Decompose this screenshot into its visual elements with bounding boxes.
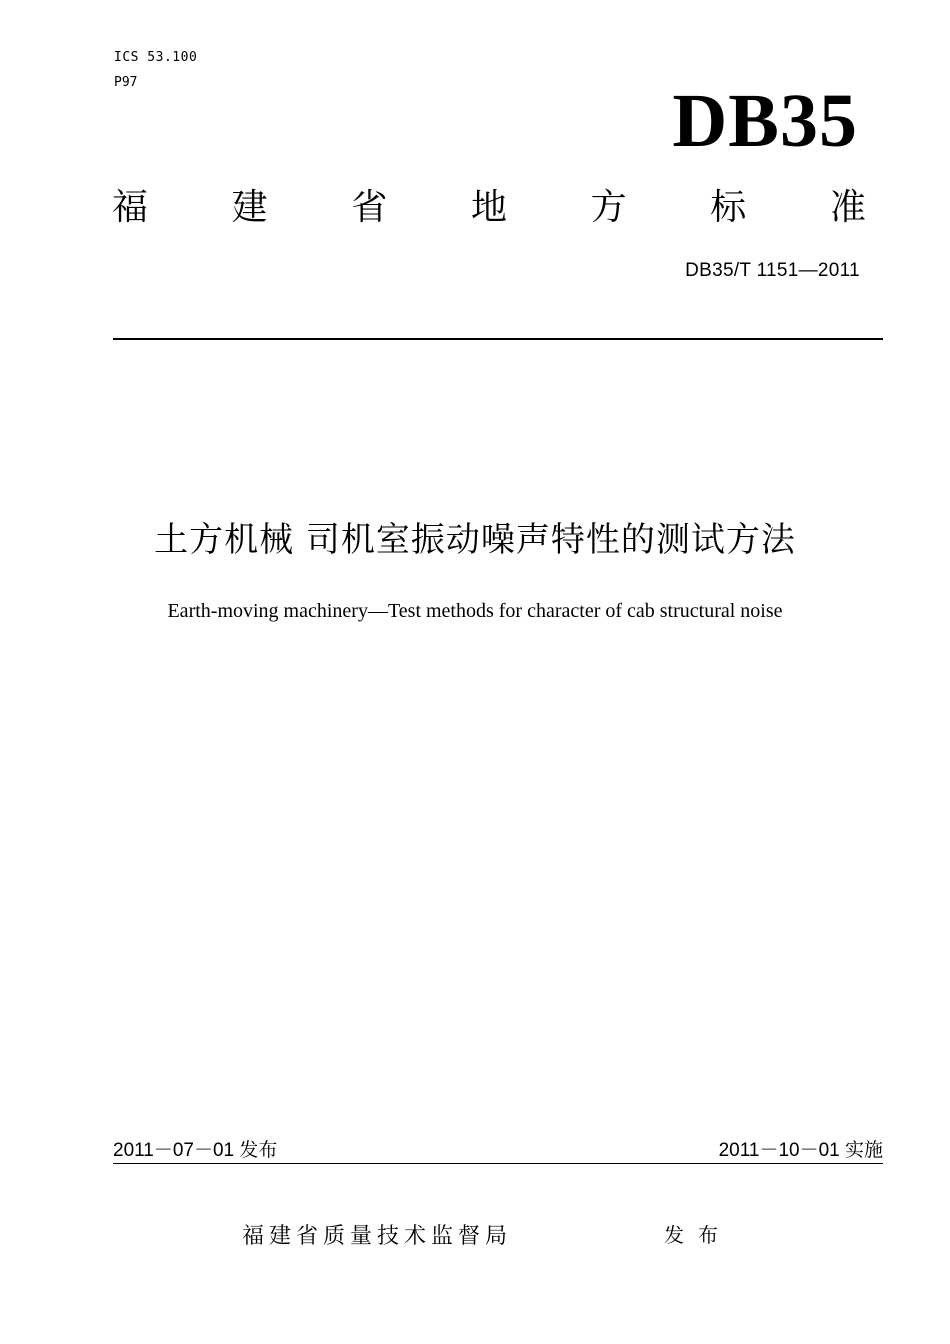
standard-number: DB35/T 1151—2011 xyxy=(685,260,860,281)
ics-code: ICS 53.100 xyxy=(114,50,198,65)
standard-type-char: 准 xyxy=(829,187,866,228)
standard-type-char: 地 xyxy=(470,187,507,228)
standard-type-char: 标 xyxy=(710,187,747,228)
standard-type-char: 省 xyxy=(351,187,388,228)
publish-label: 发布 xyxy=(664,1223,732,1247)
title-english: Earth-moving machinery—Test methods for character of cab structural noise xyxy=(167,600,783,622)
standard-type-char: 建 xyxy=(231,187,268,228)
standard-type-char: 方 xyxy=(590,187,627,228)
issue-date: 2011－07－01 发布 xyxy=(113,1140,278,1161)
category-code: P97 xyxy=(114,75,138,90)
publisher-name: 福建省质量技术监督局 xyxy=(242,1224,513,1249)
title-chinese: 土方机械 司机室振动噪声特性的测试方法 xyxy=(154,520,796,560)
top-divider xyxy=(113,338,883,340)
bottom-divider xyxy=(113,1163,883,1164)
standard-type-heading xyxy=(112,184,866,232)
standard-type-char: 福 xyxy=(112,187,149,228)
implementation-date: 2011－10－01 实施 xyxy=(718,1140,883,1161)
db35-logo: DB35 xyxy=(672,79,858,163)
